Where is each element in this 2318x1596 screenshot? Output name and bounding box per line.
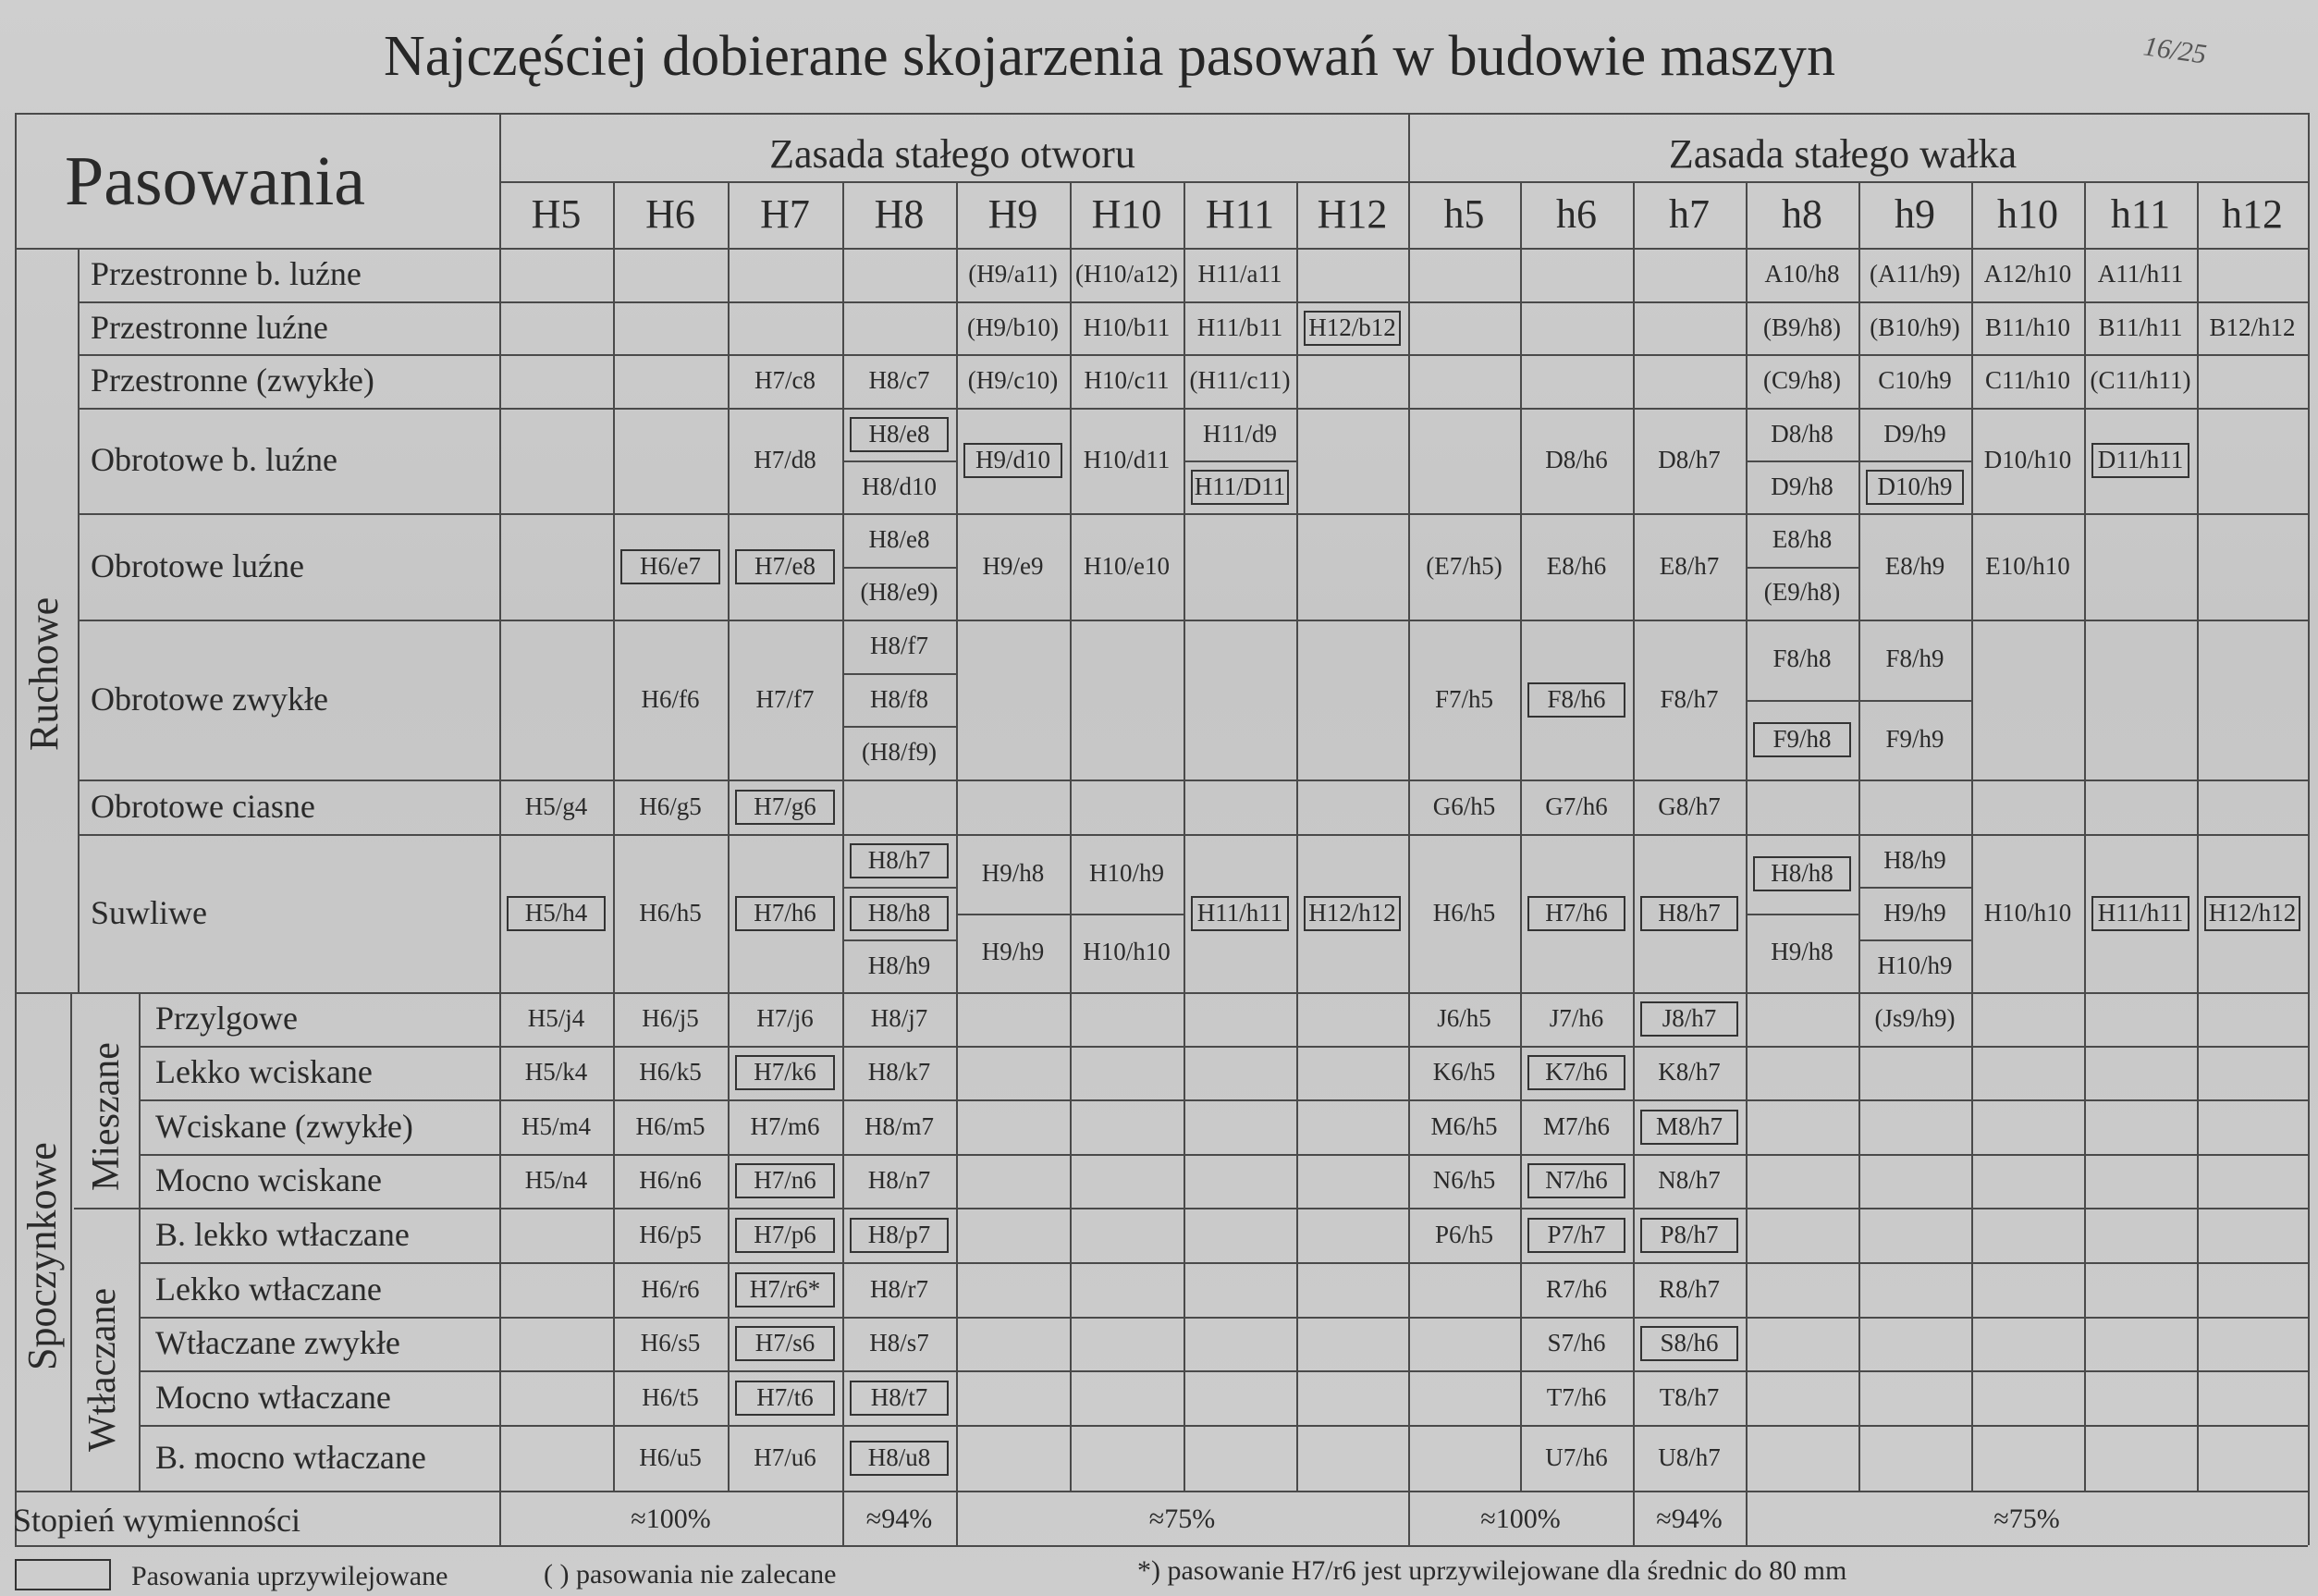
fit-cell: H9/d10 xyxy=(975,446,1050,473)
fit-cell: J7/h6 xyxy=(1549,1004,1604,1032)
fit-cell: (H9/c10) xyxy=(967,366,1059,394)
fit-cell: H9/e9 xyxy=(982,551,1044,580)
fit-cell: C10/h9 xyxy=(1878,366,1952,394)
shaft-basis-header: Zasada stałego wałka xyxy=(1668,131,2018,177)
header-bottom-line xyxy=(15,248,2308,250)
grid-line xyxy=(139,1099,2308,1101)
grid-line xyxy=(956,181,958,1491)
sub-row-line xyxy=(842,673,956,675)
grid-line xyxy=(1184,181,1185,1491)
group-mieszane: Mieszane xyxy=(85,1042,128,1191)
fit-cell: H6/s5 xyxy=(640,1329,701,1357)
fit-cell: H8/h9 xyxy=(1883,845,1946,874)
fit-cell: H9/h9 xyxy=(981,938,1045,966)
fit-cell: B11/h10 xyxy=(1984,313,2070,341)
column-header-H5: H5 xyxy=(531,191,582,237)
fit-cell: (B9/h8) xyxy=(1763,313,1841,341)
fit-cell: F7/h5 xyxy=(1434,684,1494,713)
fit-cell: H10/c11 xyxy=(1084,366,1170,394)
fit-cell: P8/h7 xyxy=(1660,1220,1719,1248)
fit-cell: A12/h10 xyxy=(1983,260,2072,288)
fit-cell: P6/h5 xyxy=(1434,1220,1494,1248)
column-header-H12: H12 xyxy=(1317,191,1388,237)
fit-cell: S8/h6 xyxy=(1660,1329,1719,1357)
row-label-9: Lekko wciskane xyxy=(155,1053,373,1090)
column-header-h7: h7 xyxy=(1669,191,1710,237)
fit-cell: H11/d9 xyxy=(1203,419,1277,448)
fit-cell: H8/s7 xyxy=(869,1329,929,1357)
fit-cell: H10/h10 xyxy=(1983,898,2072,927)
fit-cell: A10/h8 xyxy=(1764,260,1840,288)
fit-cell: M7/h6 xyxy=(1542,1111,1610,1140)
grid-bottom xyxy=(15,1491,2308,1492)
fit-cell: D8/h7 xyxy=(1658,446,1721,473)
row-label-0: Przestronne b. luźne xyxy=(91,255,362,292)
column-header-H7: H7 xyxy=(760,191,810,237)
grid-line xyxy=(139,1262,2308,1264)
grid-line xyxy=(1520,181,1522,1491)
sub-row-line xyxy=(1858,939,1971,941)
grid-line xyxy=(139,1154,2308,1156)
fit-cell: E8/h6 xyxy=(1546,551,1607,580)
fit-cell: E10/h10 xyxy=(1985,551,2070,580)
fit-cell: B12/h12 xyxy=(2209,313,2296,341)
row-label-8: Przylgowe xyxy=(155,1000,298,1037)
frame-left xyxy=(15,113,17,1545)
fit-cell: M8/h7 xyxy=(1655,1111,1723,1140)
fit-cell: H8/n7 xyxy=(867,1166,931,1194)
fit-cell: (Js9/h9) xyxy=(1874,1004,1956,1032)
fit-cell: H10/h9 xyxy=(1877,951,1953,979)
sub-row-line xyxy=(956,914,1070,915)
fit-cell: F8/h8 xyxy=(1772,645,1832,673)
fit-cell: B11/h11 xyxy=(2098,313,2183,341)
fit-cell: A11/h11 xyxy=(2097,260,2184,288)
fit-cell: (H10/a12) xyxy=(1075,260,1178,288)
fit-cell: H6/e7 xyxy=(640,551,701,580)
fit-cell: K7/h6 xyxy=(1545,1058,1608,1086)
fit-cell: J8/h7 xyxy=(1662,1004,1717,1032)
grid-line xyxy=(1408,113,1410,1491)
grid-line xyxy=(2197,181,2199,1491)
column-header-H8: H8 xyxy=(874,191,925,237)
fit-cell: N8/h7 xyxy=(1658,1166,1721,1194)
fit-cell: H7/d8 xyxy=(754,446,816,473)
sub-row-line xyxy=(1746,567,1858,569)
fit-cell: H6/g5 xyxy=(639,792,702,820)
sub-row-line xyxy=(1858,460,1971,462)
interchangeability-value: ≈100% xyxy=(631,1504,711,1534)
fit-cell: H7/r6* xyxy=(749,1274,821,1303)
column-header-H6: H6 xyxy=(645,191,695,237)
fit-cell: H7/j6 xyxy=(756,1004,814,1032)
fit-cell: C11/h10 xyxy=(1984,366,2070,394)
ruchowe-divider xyxy=(78,248,80,992)
group-spoczynkowe: Spoczynkowe xyxy=(19,1142,65,1370)
fit-cell: J6/h5 xyxy=(1437,1004,1491,1032)
fit-cell: H7/h6 xyxy=(1545,898,1608,927)
fit-cell: H7/u6 xyxy=(754,1443,816,1471)
grid-line xyxy=(139,1370,2308,1372)
row-label-2: Przestronne (zwykłe) xyxy=(91,362,374,399)
fit-cell: H8/r7 xyxy=(870,1274,928,1303)
sub-row-line xyxy=(1746,914,1858,915)
fit-cell: H11/D11 xyxy=(1194,472,1286,500)
fit-cell: D8/h8 xyxy=(1771,419,1834,448)
fit-cell: (B10/h9) xyxy=(1870,313,1960,341)
corner-handwritten-note: 16/25 xyxy=(2141,31,2209,70)
column-header-h9: h9 xyxy=(1895,191,1935,237)
fit-cell: H5/k4 xyxy=(524,1058,588,1086)
fit-cell: (E7/h5) xyxy=(1426,551,1502,580)
row-label-7: Suwliwe xyxy=(91,893,207,931)
fit-cell: N6/h5 xyxy=(1432,1166,1496,1194)
group-wtlaczane: Wtłaczane xyxy=(81,1287,124,1452)
column-header-H10: H10 xyxy=(1091,191,1162,237)
frame-top xyxy=(15,113,2308,115)
fit-cell: H7/k6 xyxy=(754,1058,816,1086)
fit-cell: H7/g6 xyxy=(754,792,816,820)
fit-cell: H8/j7 xyxy=(870,1004,928,1032)
fit-cell: H5/j4 xyxy=(527,1004,585,1032)
fit-cell: H10/e10 xyxy=(1084,551,1170,580)
sub-row-line xyxy=(842,726,956,728)
grid-line xyxy=(1633,181,1635,1491)
fit-cell: H7/h6 xyxy=(754,898,816,927)
subgroup-divider xyxy=(139,992,141,1491)
fit-cell: (A11/h9) xyxy=(1870,260,1960,288)
fit-cell: H8/h7 xyxy=(1658,898,1721,927)
fit-cell: H8/f7 xyxy=(870,631,928,659)
fit-cell: R7/h6 xyxy=(1545,1274,1607,1303)
fit-cell: (H8/e9) xyxy=(860,578,938,607)
fit-cell: H7/p6 xyxy=(754,1220,816,1248)
sub-row-line xyxy=(842,939,956,941)
fit-cell: H8/m7 xyxy=(864,1111,934,1140)
fit-cell: H12/h12 xyxy=(1308,898,1396,927)
sub-row-line xyxy=(842,567,956,569)
fit-cell: F9/h8 xyxy=(1772,724,1832,753)
grid-line xyxy=(139,1317,2308,1319)
fit-cell: H10/h9 xyxy=(1089,858,1164,887)
grid-line xyxy=(139,1425,2308,1427)
legend-preferred-label: Pasowania uprzywilejowane xyxy=(131,1561,448,1591)
fit-cell: R8/h7 xyxy=(1658,1274,1720,1303)
row-label-4: Obrotowe luźne xyxy=(91,546,304,584)
fit-cell: (H9/b10) xyxy=(967,313,1059,341)
fit-cell: H8/f8 xyxy=(870,684,928,713)
grid-line xyxy=(1971,181,1973,1491)
legend-footnote: *) pasowanie H7/r6 jest uprzywilejowane dla średnic do 80 mm xyxy=(1137,1555,1847,1586)
row-label-6: Obrotowe ciasne xyxy=(91,787,315,825)
column-header-H11: H11 xyxy=(1205,191,1275,237)
fit-cell: K6/h5 xyxy=(1432,1058,1496,1086)
fit-cell: H6/n6 xyxy=(639,1166,702,1194)
column-header-H9: H9 xyxy=(987,191,1038,237)
row-label-16: B. mocno wtłaczane xyxy=(155,1438,426,1476)
interchangeability-value: ≈100% xyxy=(1480,1504,1561,1534)
grid-line xyxy=(728,181,730,1491)
fit-cell: H7/n6 xyxy=(754,1166,816,1194)
fit-cell: H11/a11 xyxy=(1197,260,1282,288)
column-header-h8: h8 xyxy=(1782,191,1822,237)
grid-line xyxy=(842,181,844,1491)
fit-cell: G7/h6 xyxy=(1545,792,1608,820)
grid-line xyxy=(78,620,2308,621)
row-label-11: Mocno wciskane xyxy=(155,1161,382,1198)
row-label-3: Obrotowe b. luźne xyxy=(91,441,337,478)
fit-cell: H10/d11 xyxy=(1083,446,1171,473)
column-header-h11: h11 xyxy=(2110,191,2171,237)
fit-cell: H5/g4 xyxy=(524,792,588,820)
fit-cell: H6/t5 xyxy=(642,1382,699,1411)
grid-line xyxy=(78,354,2308,356)
grid-line xyxy=(78,513,2308,515)
fit-cell: H8/h8 xyxy=(867,898,931,927)
fit-cell: H6/k5 xyxy=(639,1058,702,1086)
grid-line xyxy=(1746,181,1748,1491)
fit-cell: (C9/h8) xyxy=(1763,366,1841,394)
column-header-h6: h6 xyxy=(1556,191,1597,237)
row-label-14: Wtłaczane zwykłe xyxy=(155,1324,400,1361)
interchangeability-label: Stopień wymienności xyxy=(13,1502,300,1539)
column-header-h10: h10 xyxy=(1997,191,2058,237)
fit-cell: H8/p7 xyxy=(867,1220,931,1248)
fit-cell: G8/h7 xyxy=(1658,792,1721,820)
fit-cell: E8/h7 xyxy=(1659,551,1720,580)
page-title: Najczęściej dobierane skojarzenia pasowań w budowie maszyn xyxy=(383,25,1836,88)
fit-cell: H8/d10 xyxy=(862,472,937,500)
row-label-5: Obrotowe zwykłe xyxy=(91,680,328,718)
fit-cell: H10/b11 xyxy=(1083,313,1171,341)
fit-cell: F8/h9 xyxy=(1885,645,1944,673)
group-ruchowe: Ruchowe xyxy=(21,596,67,751)
fit-cell: U8/h7 xyxy=(1658,1443,1721,1471)
grid-line xyxy=(78,780,2308,781)
fit-cell: H5/h4 xyxy=(524,898,588,927)
fit-cell: G6/h5 xyxy=(1432,792,1496,820)
grid-line xyxy=(15,992,2308,994)
sub-row-line xyxy=(1858,887,1971,889)
fit-cell: M6/h5 xyxy=(1430,1111,1498,1140)
spoczynkowe-divider xyxy=(70,992,72,1491)
fit-cell: (H11/c11) xyxy=(1189,366,1291,394)
fit-cell: T8/h7 xyxy=(1659,1382,1720,1411)
fit-cell: F8/h7 xyxy=(1660,684,1719,713)
fit-cell: (E9/h8) xyxy=(1763,578,1841,607)
fit-cell: E8/h9 xyxy=(1884,551,1945,580)
fit-cell: D11/h11 xyxy=(2097,446,2184,473)
row-label-1: Przestronne luźne xyxy=(91,308,328,346)
fit-cell: E8/h8 xyxy=(1772,524,1833,553)
grid-line xyxy=(139,1046,2308,1048)
fit-cell: H5/m4 xyxy=(521,1111,591,1140)
hole-basis-header: Zasada stałego otworu xyxy=(769,131,1135,177)
fit-cell: H12/h12 xyxy=(2208,898,2297,927)
interchangeability-value: ≈94% xyxy=(1656,1504,1723,1534)
fit-cell: H8/h7 xyxy=(867,845,931,874)
sub-row-line xyxy=(1746,460,1858,462)
fit-cell: H8/u8 xyxy=(867,1443,931,1471)
grid-line xyxy=(499,113,501,1491)
fit-cell: H9/h8 xyxy=(981,858,1045,887)
fit-cell: H6/u5 xyxy=(639,1443,702,1471)
grid-line xyxy=(78,834,2308,836)
grid-line xyxy=(1070,181,1072,1491)
row-label-13: Lekko wtłaczane xyxy=(155,1270,382,1307)
fit-cell: D10/h10 xyxy=(1983,446,2072,473)
fit-cell: H9/h8 xyxy=(1771,938,1834,966)
pasowania-header: Pasowania xyxy=(65,142,366,220)
sub-row-line xyxy=(1184,460,1296,462)
fit-cell: H8/c7 xyxy=(868,366,930,394)
grid-line xyxy=(1858,181,1860,1491)
fit-cell: H8/h8 xyxy=(1771,858,1834,887)
fit-cell: H6/m5 xyxy=(635,1111,705,1140)
interchangeability-value: ≈75% xyxy=(1993,1504,2060,1534)
fit-cell: D9/h9 xyxy=(1883,419,1946,448)
fit-cell: D8/h6 xyxy=(1545,446,1608,473)
frame-right xyxy=(2308,113,2310,1545)
interchangeability-value: ≈94% xyxy=(865,1504,933,1534)
fit-cell: H8/e8 xyxy=(868,524,930,553)
fit-cell: D10/h9 xyxy=(1877,472,1953,500)
fit-cell: U7/h6 xyxy=(1545,1443,1608,1471)
fit-cell: F9/h9 xyxy=(1885,724,1944,753)
row-label-15: Mocno wtłaczane xyxy=(155,1378,391,1416)
fit-cell: H7/s6 xyxy=(754,1329,816,1357)
fit-cell: H7/f7 xyxy=(755,684,815,713)
column-header-h12: h12 xyxy=(2222,191,2283,237)
fit-cell: H11/h11 xyxy=(1196,898,1283,927)
fit-cell: H8/t7 xyxy=(870,1382,928,1411)
fit-cell: H11/b11 xyxy=(1196,313,1283,341)
fit-cell: (C11/h11) xyxy=(2090,366,2191,394)
legend-not-recommended: ( ) pasowania nie zalecane xyxy=(544,1559,837,1590)
fit-cell: H7/m6 xyxy=(750,1111,820,1140)
fit-cell: H6/h5 xyxy=(1432,898,1496,927)
fit-cell: (H9/a11) xyxy=(968,260,1058,288)
fit-cell: H5/n4 xyxy=(524,1166,588,1194)
row-label-12: B. lekko wtłaczane xyxy=(155,1215,410,1253)
sub-row-line xyxy=(1746,700,1858,702)
fit-cell: H6/p5 xyxy=(639,1220,702,1248)
fit-cell: H8/k7 xyxy=(867,1058,931,1086)
column-header-h5: h5 xyxy=(1443,191,1485,237)
legend-preferred-box xyxy=(15,1559,111,1590)
header-mid-line xyxy=(499,181,2308,183)
sub-row-line xyxy=(1858,700,1971,702)
fit-cell: S7/h6 xyxy=(1547,1329,1606,1357)
sub-row-line xyxy=(842,460,956,462)
fit-cell: K8/h7 xyxy=(1658,1058,1721,1086)
fit-cell: N7/h6 xyxy=(1545,1166,1608,1194)
fit-cell: H10/h10 xyxy=(1083,938,1171,966)
row-label-10: Wciskane (zwykłe) xyxy=(155,1107,413,1145)
sub-row-line xyxy=(1070,914,1184,915)
fit-cell: H7/e8 xyxy=(754,551,816,580)
fit-cell: H6/j5 xyxy=(642,1004,699,1032)
fit-cell: P7/h7 xyxy=(1547,1220,1606,1248)
fit-cell: D9/h8 xyxy=(1771,472,1834,500)
fit-cell: H8/e8 xyxy=(868,419,930,448)
fit-cell: F8/h6 xyxy=(1547,684,1606,713)
grid-line xyxy=(2084,181,2086,1491)
grid-line xyxy=(78,301,2308,303)
fit-cell: (H8/f9) xyxy=(862,738,937,767)
fit-cell: H6/f6 xyxy=(641,684,700,713)
interchangeability-value: ≈75% xyxy=(1148,1504,1216,1534)
fit-cell: H12/b12 xyxy=(1308,313,1396,341)
grid-line xyxy=(1296,181,1298,1491)
group-split-line xyxy=(74,1208,2308,1209)
fit-cell: T7/h6 xyxy=(1546,1382,1607,1411)
frame-bottom xyxy=(15,1545,2308,1547)
fit-cell: H8/h9 xyxy=(867,951,931,979)
fit-cell: H9/h9 xyxy=(1883,898,1946,927)
sub-row-line xyxy=(842,887,956,889)
fit-cell: H6/r6 xyxy=(641,1274,700,1303)
grid-line xyxy=(78,408,2308,410)
fit-cell: H6/h5 xyxy=(639,898,702,927)
fit-cell: H7/t6 xyxy=(756,1382,814,1411)
grid-line xyxy=(613,181,615,1491)
fit-cell: H7/c8 xyxy=(754,366,816,394)
fit-cell: H11/h11 xyxy=(2097,898,2184,927)
